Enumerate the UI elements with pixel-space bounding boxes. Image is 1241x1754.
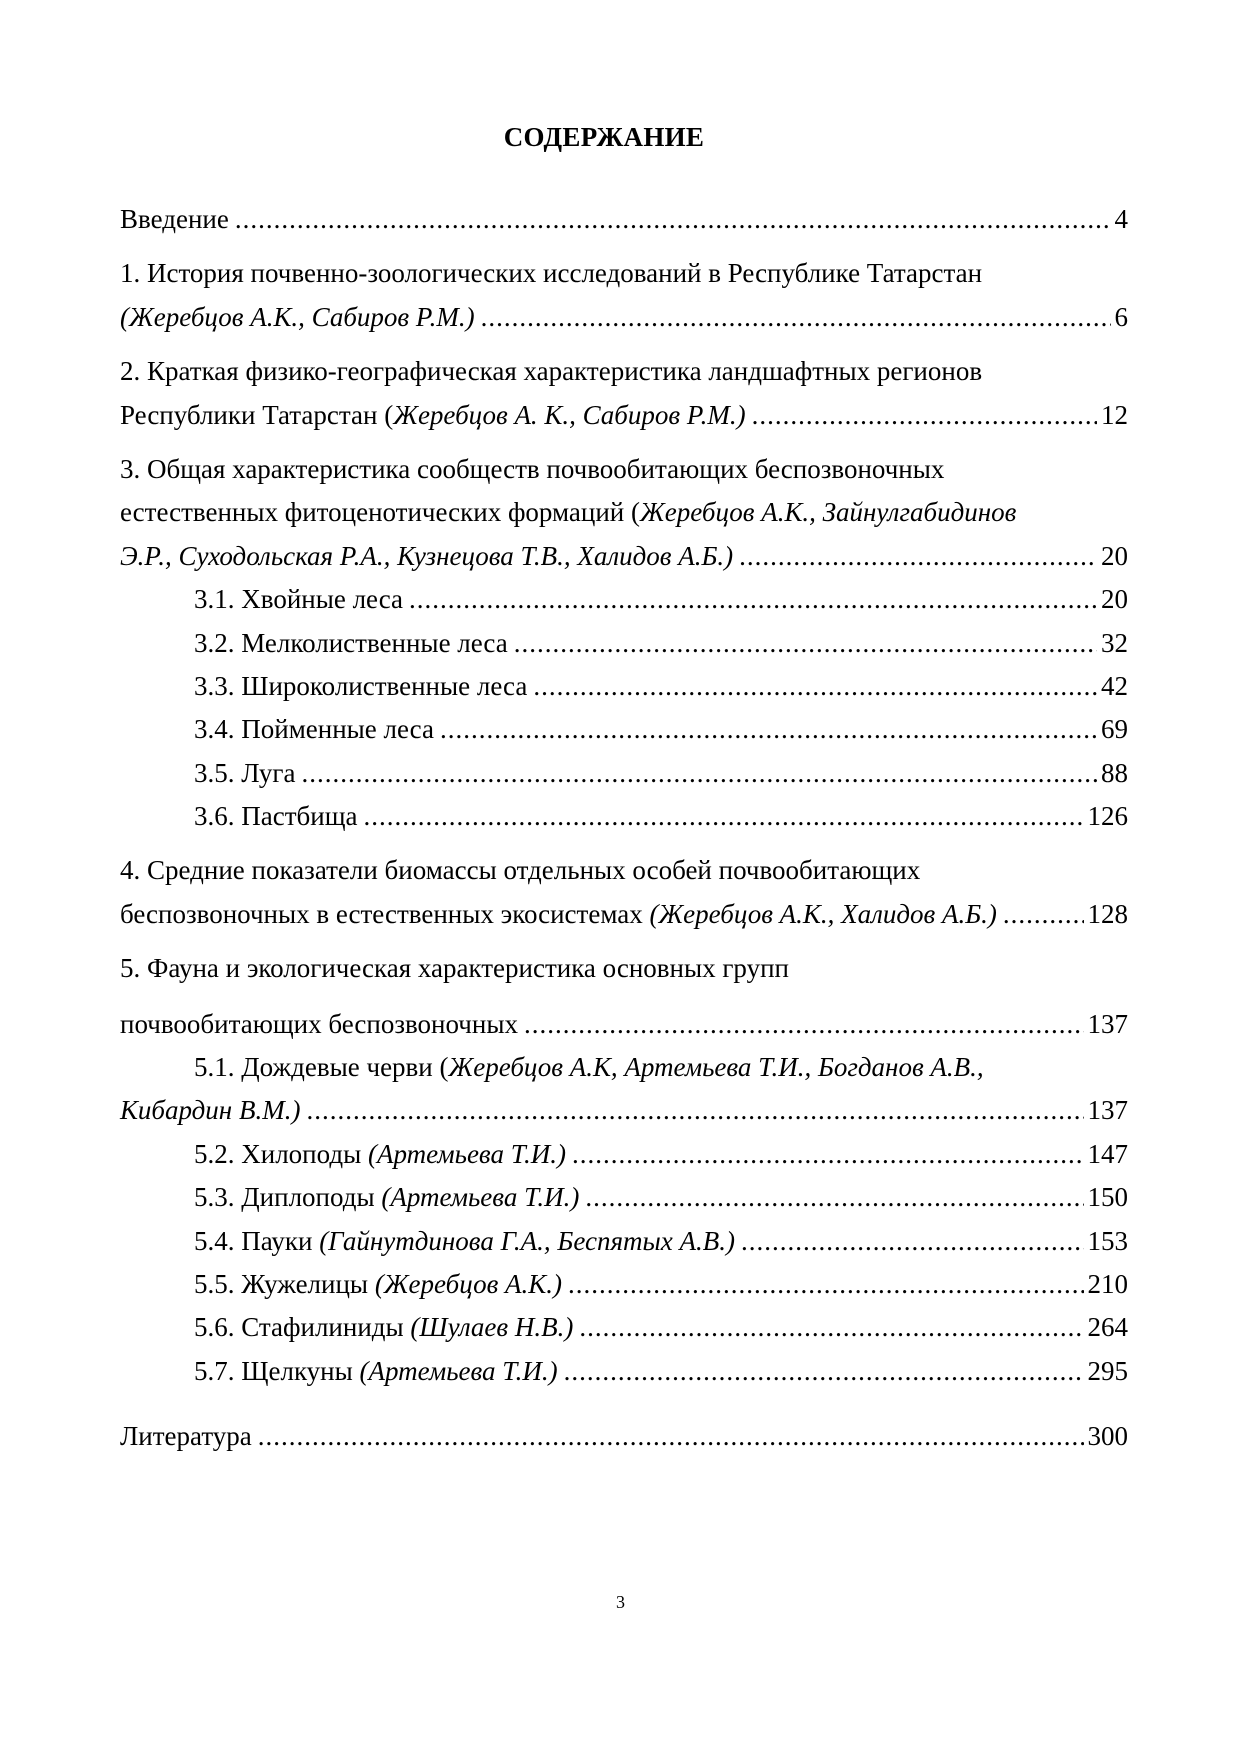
toc-entry-title: 5.2. Хилоподы — [194, 1138, 362, 1169]
toc-entry-title: 3.3. Широколиственные леса — [194, 670, 528, 701]
toc-subentry-5-4[interactable] — [120, 1220, 1128, 1263]
toc-dot-leader — [752, 394, 1097, 437]
toc-entry-authors-cont: Э.Р., Суходольская Р.А., Кузнецова Т.В., Халидов А.Б.) — [120, 540, 734, 571]
toc-entry-title-cont: Республики Татарстан ( — [120, 399, 394, 430]
toc-dot-leader — [1003, 893, 1084, 936]
toc-dot-leader — [306, 1089, 1083, 1132]
toc-page-number: 300 — [1087, 1421, 1128, 1452]
toc-subsections-3 — [120, 578, 1128, 838]
toc-entry-authors: Жеребцов А. К., Сабиров Р.М.) — [393, 399, 746, 430]
toc-dot-leader — [363, 795, 1083, 838]
toc-dot-leader — [301, 752, 1097, 795]
toc-page-number: 42 — [1101, 670, 1128, 701]
toc-entry-authors-cont: Кибардин В.М.) — [120, 1095, 301, 1126]
toc-entry-section-4[interactable] — [120, 849, 1128, 936]
toc-entry-title: 3.6. Пастбища — [194, 801, 358, 832]
toc-page-number: 69 — [1101, 714, 1128, 745]
toc-entry-title: 5.1. Дождевые черви ( — [194, 1052, 449, 1083]
toc-subentry-3-3[interactable] — [120, 665, 1128, 708]
toc-dot-leader — [564, 1350, 1084, 1393]
toc-entry-title: 5.7. Щелкуны — [194, 1355, 353, 1386]
toc-dot-leader — [585, 1176, 1083, 1219]
toc-entry-section-2[interactable] — [120, 350, 1128, 437]
toc-page-number: 4 — [1114, 204, 1128, 234]
toc-subentry-3-1[interactable] — [120, 578, 1128, 621]
toc-dot-leader — [481, 296, 1111, 339]
toc-page-number: 264 — [1087, 1312, 1128, 1343]
toc-page-number: 210 — [1087, 1268, 1128, 1299]
toc-subentry-5-7[interactable] — [120, 1350, 1128, 1393]
toc-entry-title: 5.4. Пауки — [194, 1225, 313, 1256]
toc-dot-leader — [741, 1220, 1084, 1263]
toc-entry-authors: (Шулаев Н.В.) — [410, 1312, 574, 1343]
toc-subentry-3-2[interactable] — [120, 622, 1128, 665]
toc-entry-section-3[interactable] — [120, 448, 1128, 578]
toc-entry-title: 2. Краткая физико-географическая характеристика ландшафтных регионов — [120, 356, 983, 387]
toc-page-number: 137 — [1087, 1008, 1128, 1039]
toc-entry-title: 5.5. Жужелицы — [194, 1268, 369, 1299]
toc-page-number: 32 — [1101, 627, 1128, 658]
toc-entry-title: 3.1. Хвойные леса — [194, 584, 404, 615]
toc-page-number: 126 — [1087, 801, 1128, 832]
toc-entry-title: 5.3. Диплоподы — [194, 1182, 375, 1213]
toc-page-number: 150 — [1087, 1182, 1128, 1213]
toc-entry-authors: Жеребцов А.К., Зайнулгабидинов — [640, 497, 1017, 528]
toc-page-number: 147 — [1087, 1138, 1128, 1169]
toc-entry-authors: (Жеребцов А.К., Сабиров Р.М.) — [120, 301, 475, 332]
toc-dot-leader — [440, 708, 1097, 751]
toc-entry-title: 3.4. Пойменные леса — [194, 714, 434, 745]
toc-subentry-5-6[interactable] — [120, 1306, 1128, 1349]
toc-entry-title: 5.6. Стафилиниды — [194, 1312, 404, 1343]
toc-page-number: 6 — [1114, 301, 1128, 332]
toc-entry-title-cont: почвообитающих беспозвоночных — [120, 1008, 518, 1039]
toc-dot-leader — [533, 665, 1097, 708]
toc-entry-title: 3.5. Луга — [194, 757, 296, 788]
toc-entry-title-cont: естественных фитоценотических формаций ( — [120, 497, 641, 528]
toc-dot-leader — [409, 578, 1097, 621]
toc-page-number: 20 — [1101, 540, 1128, 571]
toc-entry-authors: (Артемьева Т.И.) — [381, 1182, 580, 1213]
toc-entry-title: Введение — [120, 204, 229, 234]
toc-dot-leader — [524, 1003, 1084, 1046]
toc-subentry-3-5[interactable] — [120, 752, 1128, 795]
toc-page-number: 137 — [1087, 1095, 1128, 1126]
toc-entry-authors: (Гайнутдинова Г.А., Беспятых А.В.) — [319, 1225, 735, 1256]
toc-page-number: 295 — [1087, 1355, 1128, 1386]
toc-page-number: 12 — [1101, 399, 1128, 430]
toc-page-number: 128 — [1087, 898, 1128, 929]
toc-entry-intro[interactable] — [120, 198, 1128, 241]
toc-subentry-3-6[interactable] — [120, 795, 1128, 838]
toc-entry-authors: (Жеребцов А.К., Халидов А.Б.) — [649, 898, 997, 929]
toc-page-number: 153 — [1087, 1225, 1128, 1256]
toc-entry-title: 5. Фауна и экологическая характеристика основных групп — [120, 953, 789, 984]
toc-subentry-5-3[interactable] — [120, 1176, 1128, 1219]
toc-entry-title: 3. Общая характеристика сообществ почвообитающих беспозвоночных — [120, 453, 945, 484]
toc-entry-literature[interactable] — [120, 1415, 1128, 1458]
toc-subentry-5-5[interactable] — [120, 1263, 1128, 1306]
toc-dot-leader — [579, 1306, 1083, 1349]
table-of-contents — [120, 198, 1128, 1459]
toc-entry-title: 3.2. Мелколиственные леса — [194, 627, 508, 658]
toc-subentry-5-1[interactable] — [120, 1046, 1128, 1133]
toc-subsections-5 — [120, 1133, 1128, 1393]
toc-subentry-3-4[interactable] — [120, 708, 1128, 751]
toc-entry-title: 4. Средние показатели биомассы отдельных особей почвообитающих — [120, 855, 921, 886]
toc-entry-authors: Жеребцов А.К, Артемьева Т.И., Богданов А.В., — [448, 1052, 984, 1083]
toc-dot-leader — [739, 535, 1097, 578]
toc-entry-title-cont: беспозвоночных в естественных экосистемах — [120, 898, 643, 929]
toc-page-number: 20 — [1101, 584, 1128, 615]
toc-entry-authors: (Артемьева Т.И.) — [359, 1355, 558, 1386]
toc-entry-section-5[interactable] — [120, 947, 1128, 1046]
toc-dot-leader — [514, 622, 1097, 665]
page-title: СОДЕРЖАНИЕ — [503, 122, 705, 152]
toc-entry-title: Литература — [120, 1421, 252, 1452]
toc-entry-title: 1. История почвенно-зоологических исследований в Республике Татарстан — [120, 258, 983, 289]
toc-dot-leader — [572, 1133, 1083, 1176]
toc-subentry-5-2[interactable] — [120, 1133, 1128, 1176]
toc-dot-leader — [568, 1263, 1084, 1306]
toc-entry-authors: (Жеребцов А.К.) — [374, 1268, 562, 1299]
toc-dot-leader — [258, 1415, 1084, 1458]
toc-entry-authors: (Артемьева Т.И.) — [367, 1138, 567, 1169]
page-number: 3 — [616, 1592, 625, 1612]
toc-dot-leader — [235, 198, 1111, 241]
toc-entry-section-1[interactable] — [120, 252, 1128, 339]
toc-page-number: 88 — [1101, 757, 1128, 788]
